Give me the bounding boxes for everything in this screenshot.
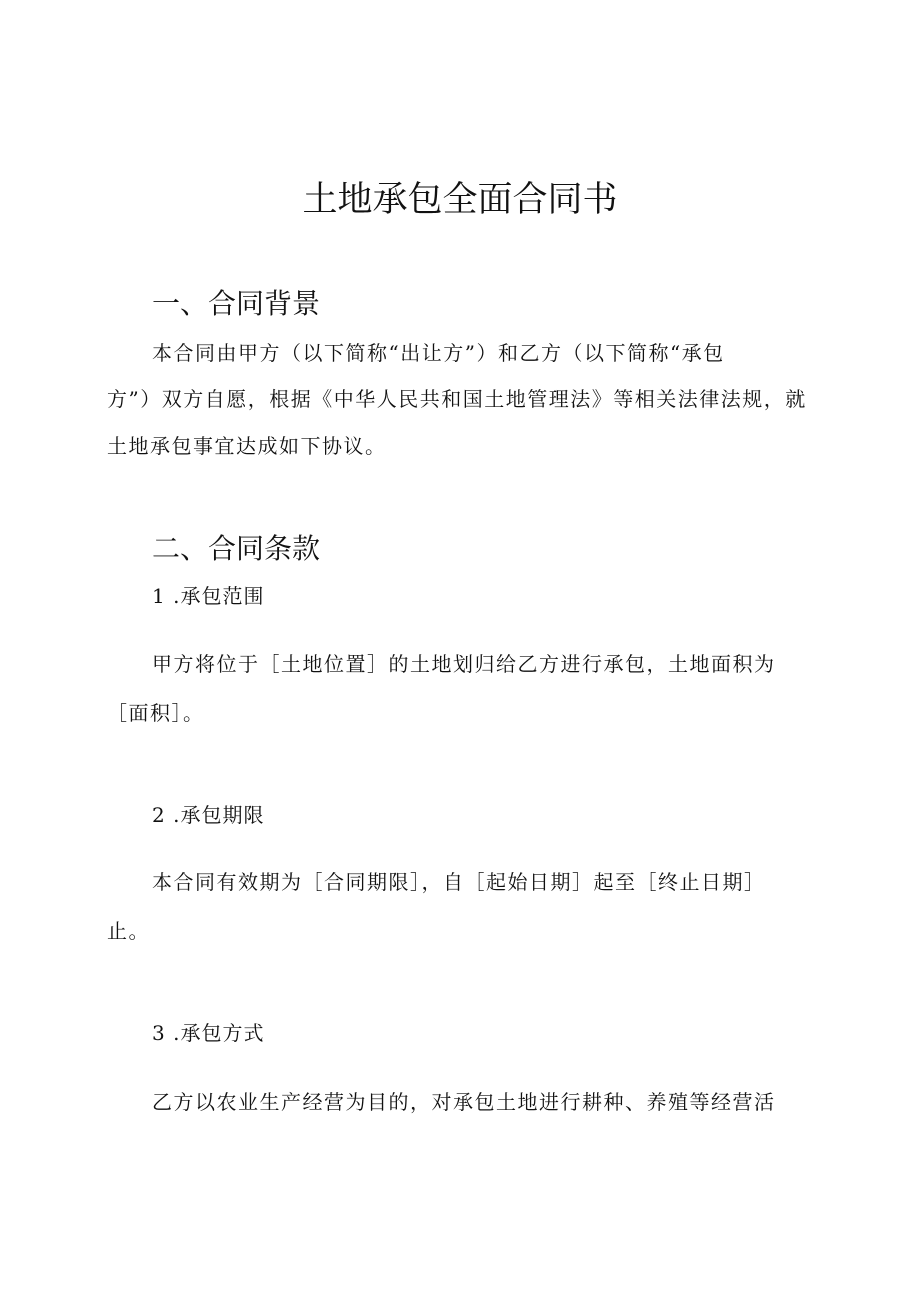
paragraph-line: 本合同由甲方（以下简称“出让方”）和乙方（以下简称“承包 xyxy=(152,341,725,365)
paragraph-line: 本合同有效期为［合同期限］，自［起始日期］起至［终止日期］ xyxy=(152,870,766,894)
section-heading-terms: 二、合同条款 xyxy=(152,532,321,565)
paragraph-line: 乙方以农业生产经营为目的，对承包土地进行耕种、养殖等经营活 xyxy=(152,1090,776,1114)
clause-heading-method: 3 .承包方式 xyxy=(152,1021,265,1045)
paragraph-line: ［面积］。 xyxy=(107,701,205,725)
paragraph-line: 土地承包事宜达成如下协议。 xyxy=(107,434,387,458)
document-title: 土地承包全面合同书 xyxy=(302,180,618,220)
section-heading-background: 一、合同背景 xyxy=(152,287,321,320)
paragraph-line: 方”）双方自愿，根据《中华人民共和国土地管理法》等相关法律法规，就 xyxy=(107,387,807,411)
paragraph-line: 止。 xyxy=(107,919,150,943)
paragraph-line: 甲方将位于［土地位置］的土地划归给乙方进行承包，土地面积为 xyxy=(152,652,776,676)
clause-heading-scope: 1 .承包范围 xyxy=(152,584,265,608)
clause-heading-term: 2 .承包期限 xyxy=(152,803,265,827)
